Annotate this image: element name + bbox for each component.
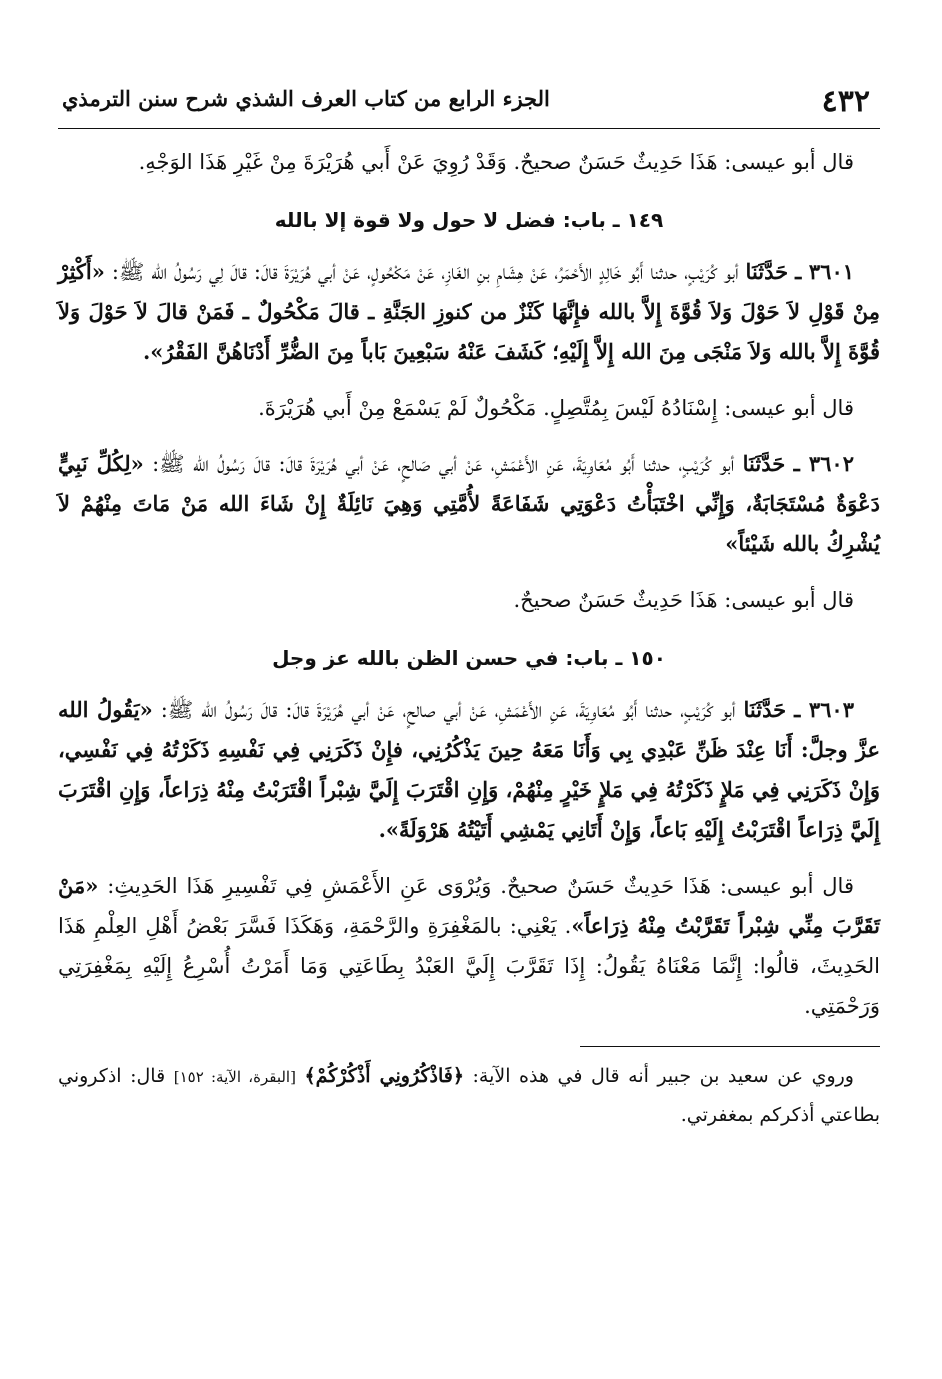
commentary-text: قال أبو عيسى: هَذَا حَدِيثٌ حَسَنٌ صحيحٌ. وَيُرْوَى عَنِ الأَعْمَشِ فِي تَفْسِيرِ هَذَا الحَدِيثِ: — [107, 874, 854, 898]
hadith-3602 — [58, 444, 880, 564]
hadith-3603 — [58, 690, 880, 850]
hadith-number: ٣٦٠١ ـ — [795, 259, 855, 284]
running-title: الجزء الرابع من كتاب العرف الشذي شرح سنن الترمذي — [62, 86, 550, 111]
haddathana-word: حَدَّثَنَا — [742, 451, 786, 476]
page-body — [58, 142, 880, 1339]
hadith-number: ٣٦٠٢ ـ — [793, 451, 854, 476]
footnote — [58, 1057, 880, 1134]
hadith-matn: «يَقُولُ الله عزَّ وجلَّ: أَنَا عِنْدَ ظَنِّ عَبْدِي بِي وَأَنَا مَعَهُ حِينَ يَذْكُرُنِي، فإِنْ ذَكَرَنِي فِي نَفْسِهِ ذَكَرْتُهُ فِي نَفْسِي، وَإِنْ ذَكَرَنِي فِي مَلإٍ ذَكَرْتُهُ فِي مَلإٍ خَيْرٍ مِنْهُمْ، وَإِنِ اقْتَرَبَ إِلَيَّ شِبْراً اقْتَرَبْتُ مِنْهُ ذِرَاعاً، وَإِنِ اقْتَرَبَ إِلَيَّ ذِرَاعاً اقْتَرَبْتُ إِلَيْهِ بَاعاً، وَإِنْ أَتَانِي يَمْشِي أَتَيْتُهُ هَرْوَلَةً». — [58, 697, 880, 842]
abu-isa-comment: قال أبو عيسى: إِسْنَادُهُ لَيْسَ بِمُتَّصِلٍ. مَكْحُولٌ لَمْ يَسْمَعْ مِنْ أَبي هُرَيْرَةَ. — [258, 396, 854, 420]
footnote-lead: وروي عن سعيد بن جبير أنه قال في هذه الآية: — [472, 1065, 854, 1087]
intro-paragraph: قال أبو عيسى: هَذَا حَدِيثٌ حَسَنٌ صحيحٌ. وَقَدْ رُوِيَ عَنْ أَبي هُرَيْرَةَ مِنْ غَيْرِ هَذَا الوَجْهِ. — [138, 150, 854, 174]
abu-isa-commentary — [58, 866, 880, 1026]
chapter-heading-150: ١٥٠ ـ باب: في حسن الظن بالله عز وجل — [272, 646, 666, 670]
commentary-quote: «مَنْ تَقَرَّبَ مِنِّي شِبْراً تَقَرَّبْتُ مِنْهُ ذِرَاعاً» — [58, 873, 880, 938]
hadith-3601 — [58, 252, 880, 372]
hadith-number: ٣٦٠٣ ـ — [794, 697, 854, 722]
chapter-heading-149: ١٤٩ ـ باب: فضل لا حول ولا قوة إلا بالله — [274, 208, 664, 232]
abu-isa-comment: قال أبو عيسى: هَذَا حَدِيثٌ حَسَنٌ صحيحٌ. — [513, 588, 854, 612]
page-number: ٤٣٢ — [821, 84, 870, 119]
haddathana-word: حَدَّثَنَا — [743, 697, 787, 722]
hadith-matn: «أَكْثِرْ مِنْ قَوْلِ لاَ حَوْلَ وَلاَ قُوَّةَ إِلاَّ بالله فإِنَّهَا كَنْزٌ من كنوزِ الجَنَّةِ ـ قالَ مَكْحُولٌ ـ فَمَنْ قالَ لاَ حَوْلَ وَلاَ قُوَّةَ إِلاَّ بالله وَلاَ مَنْجَى مِنَ الله إِلاَّ إِلَيْهِ؛ كَشَفَ عَنْهُ سَبْعِينَ بَاباً مِنَ الضُّرِّ أَدْنَاهُنَّ الفَقْرُ». — [58, 259, 880, 364]
ayah-reference: [البقرة، الآية: ١٥٢] — [173, 1068, 296, 1086]
commentary-text: . يَعْنِي: بالمَغْفِرَةِ والرَّحْمَةِ، وَهَكَذَا فَسَّرَ بَعْضُ أَهْلِ العِلْمِ هَذَا الحَدِيثَ، قالُوا: إِنَّمَا مَعْنَاهُ يَقُولُ: إِذَا تَقَرَّبَ إِلَيَّ العَبْدُ بِطَاعَتِي وَمَا أَمَرْتُ أُسْرِعُ إِلَيْهِ بِمَغْفِرَتِي وَرَحْمَتِي. — [58, 914, 880, 1018]
page-header — [58, 80, 880, 129]
hadith-isnad: أبو كُرَيْبٍ، حدثنا أَبُو مُعَاوِيَةَ، عَنِ الأَعْمَشِ، عَنْ أبي صالحٍ، عَنْ أبي هُرَيْرَةَ قالَ: قالَ رَسُولُ الله ﷺ: — [160, 698, 736, 722]
quran-ayah: ﴿فَاذْكُرُونِي أَذْكُرْكُمْ﴾ — [304, 1065, 464, 1087]
hadith-isnad: أبو كُرَيْبٍ، حدثنا أَبُو مُعَاوِيَةَ، عَنِ الأَعْمَشِ، عَنْ أبي صَالحٍ، عَنْ أبي هُرَيْرَةَ قالَ: قالَ رَسُولُ الله ﷺ: — [152, 452, 735, 476]
hadith-isnad: أبو كُرَيْبٍ، حدثنا أَبُو خَالِدٍ الأَحْمَرُ، عَنْ هِشَامِ بنِ الغَازِ، عَنْ مَكْحُولٍ، عَنْ أبي هُرَيْرَةَ قالَ: قالَ لِي رَسُولُ الله ﷺ: — [111, 260, 739, 284]
hadith-matn: «لِكُلِّ نَبِيٍّ دَعْوَةٌ مُسْتَجَابَةٌ، وَإِنِّي اخْتَبَأْتُ دَعْوَتِي شَفَاعَةً لأُمَّتِي وَهِيَ نَائِلَةٌ إِنْ شَاءَ الله مَنْ مَاتَ مِنْهُمْ لاَ يُشْرِكُ بالله شَيْئاً» — [58, 451, 880, 556]
haddathana-word: حَدَّثَنَا — [745, 259, 789, 284]
footnote-tail: قال: اذكروني بطاعتي أذكركم بمغفرتي. — [58, 1065, 880, 1126]
footnote-divider — [580, 1046, 880, 1047]
